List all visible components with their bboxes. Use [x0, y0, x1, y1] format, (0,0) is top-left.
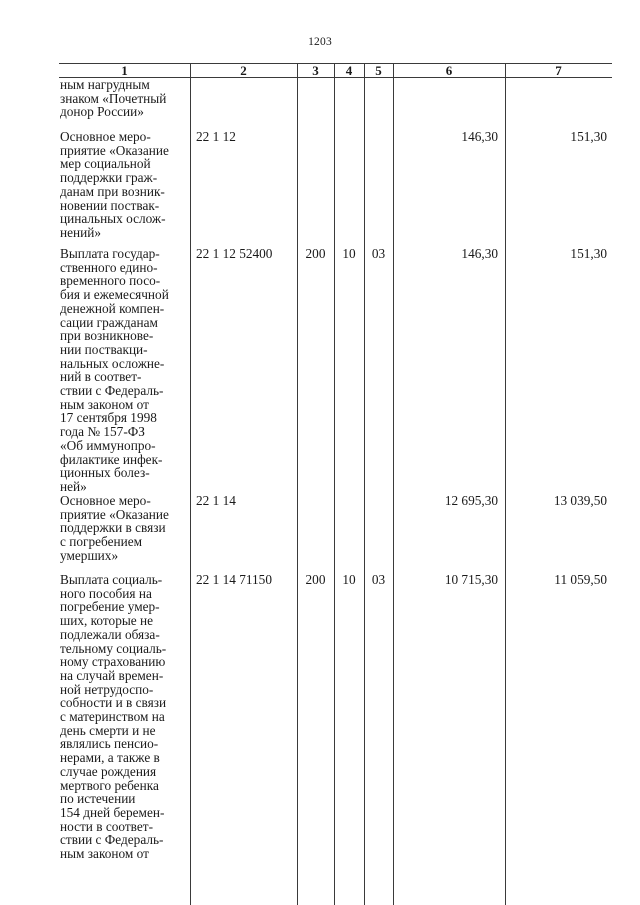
column-divider-3-4	[334, 64, 335, 905]
row-4-value-col7: 13 039,50	[553, 493, 607, 508]
row-5-value-col6: 10 715,30	[444, 572, 498, 587]
row-3-value-col7: 151,30	[570, 246, 607, 261]
column-divider-1-2	[190, 64, 191, 905]
row-1-name: ным нагрудным знаком «Почетный донор России»	[60, 77, 167, 120]
page-number: 1203	[308, 36, 332, 48]
row-3-col5: 03	[371, 246, 386, 261]
column-divider-4-5	[364, 64, 365, 905]
row-4-code: 22 1 14	[196, 493, 236, 508]
row-2-value-col7: 151,30	[570, 129, 607, 144]
row-3-value-col6: 146,30	[461, 246, 498, 261]
row-2-value-col6: 146,30	[461, 129, 498, 144]
header-col-3: 3	[312, 63, 319, 78]
column-divider-5-6	[393, 64, 394, 905]
row-2-name: Основное меро- приятие «Оказание мер социальной поддержки граж- данам при возник- новении поствак- цинальных ослож- нений»	[60, 129, 169, 240]
header-col-6: 6	[445, 63, 453, 78]
column-divider-2-3	[297, 64, 298, 905]
row-5-col3: 200	[305, 572, 326, 587]
row-5-name: Выплата социаль- ного пособия на погребение умер- ших, которые не подлежали обяза- тельному социаль- ному страхованию на случай времен- ной нетрудоспо- собности и в связи с материнством на день смерти и не являлись пенсио- нерами, а также в случае рождения мертвого ребенка по истечении 154 дней беремен- ности в соответ- ствии с Федераль- ным законом от	[60, 572, 167, 862]
header-col-7: 7	[555, 63, 562, 78]
row-5-col4: 10	[342, 572, 356, 587]
row-3-col4: 10	[342, 246, 356, 261]
header-col-5: 5	[375, 63, 382, 78]
row-2-code: 22 1 12	[196, 129, 236, 144]
row-3-code: 22 1 12 52400	[196, 246, 273, 261]
column-divider-6-7	[505, 64, 506, 905]
row-5-code: 22 1 14 71150	[196, 572, 272, 587]
header-col-4: 4	[345, 63, 353, 78]
row-3-name: Выплата государ- ственного едино- временного посо- бия и ежемесячной денежной компен- сации гражданам при возникнове- нии поствакци- нальных осложне- ний в соответ- ствии с Федераль- ным законом от 17 сентября 1998 года № 157-ФЗ «Об иммунопро- филактике инфек- ционных болез- ней»	[60, 246, 169, 494]
row-3-col3: 200	[305, 246, 326, 261]
row-5-col5: 03	[371, 572, 386, 587]
header-col-1: 1	[121, 63, 128, 78]
row-4-value-col6: 12 695,30	[444, 493, 498, 508]
row-5-value-col7: 11 059,50	[554, 572, 607, 587]
row-4-name: Основное меро- приятие «Оказание поддержки в связи с погребением умерших»	[60, 493, 169, 563]
header-col-2: 2	[240, 63, 247, 78]
